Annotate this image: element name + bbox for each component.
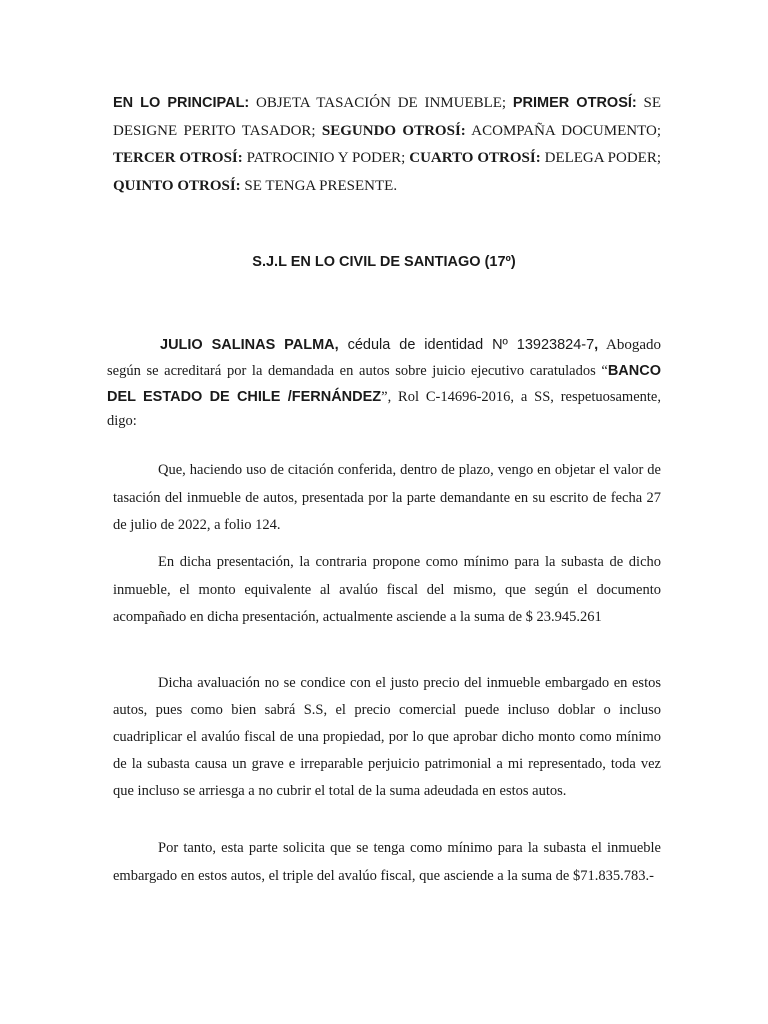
cuarto-otrosi-label: CUARTO OTROSÍ:	[409, 150, 541, 166]
sumilla-block	[113, 90, 661, 200]
tercer-otrosi-label: TERCER OTROSÍ:	[113, 150, 243, 166]
primer-otrosi-text: SE DESIGNE PERITO TASADOR;	[113, 95, 661, 139]
case-name: DEL ESTADO DE CHILE /FERNÁNDEZ	[107, 389, 382, 405]
digo-text: digo:	[107, 413, 137, 429]
segundo-otrosi-text: ACOMPAÑA DOCUMENTO;	[465, 122, 661, 139]
cuarto-otrosi-text: DELEGA PODER;	[540, 150, 662, 166]
paragraph-avaluacion: Dicha avaluación no se condice con el justo precio del inmueble embargado en estos autos, pues como bien sabrá S.S, el precio comercial puede incluso doblar o incluso cuadriplicar el avalúo fiscal de una propiedad, por lo que aprobar dicho monto como mínimo de la subasta causa un grave e irreparable perjuicio patrimonial a mi representado, toda vez que incluso se arriesga a no cubrir el total de la suma adeudada en estos autos.	[113, 675, 661, 799]
id-text: cédula de identidad Nº 13923824-7	[338, 337, 595, 353]
intro-line-2-text: según se acreditará por la demandada en autos sobre juicio ejecutivo caratulados “	[107, 363, 608, 379]
lawyer-name: JULIO SALINAS PALMA,	[160, 337, 339, 353]
paragraph-presentacion: En dicha presentación, la contraria propone como mínimo para la subasta de dicho inmueble, el monto equivalente al avalúo fiscal del mismo, que según el documento acompañado en dicha presentación, actualmente asciende a la suma de $ 23.945.261	[113, 554, 661, 625]
quinto-otrosi-label: QUINTO OTROSÍ:	[113, 177, 241, 194]
intro-line-3	[107, 384, 661, 410]
intro-line-3-text: ”, Rol C-14696-2016, a SS, respetuosamente,	[381, 389, 661, 405]
primer-otrosi-label: PRIMER OTROSÍ:	[512, 95, 637, 111]
abogado-text: Abogado	[598, 337, 662, 353]
segundo-otrosi-label: SEGUNDO OTROSÍ:	[321, 122, 466, 139]
paragraph-objecion: Que, haciendo uso de citación conferida, dentro de plazo, vengo en objetar el valor de tasación del inmueble de autos, presentada por la parte demandante en su escrito de fecha 27 de julio de 2022, a folio 124.	[113, 462, 661, 533]
principal-label: EN LO PRINCIPAL:	[113, 95, 250, 111]
id-comma: ,	[594, 337, 599, 353]
court-heading: S.J.L EN LO CIVIL DE SANTIAGO (17º)	[252, 254, 516, 270]
intro-line-1	[107, 332, 661, 358]
intro-block	[107, 332, 661, 432]
quinto-otrosi-text: SE TENGA PRESENTE.	[240, 177, 398, 194]
banco-text: BANCO	[607, 363, 661, 379]
paragraph-por-tanto: Por tanto, esta parte solicita que se tenga como mínimo para la subasta el inmueble embargado en estos autos, el triple del avalúo fiscal, que asciende a la suma de $71.835.783.-	[113, 840, 661, 884]
principal-text: OBJETA TASACIÓN DE INMUEBLE;	[249, 95, 513, 111]
intro-line-2	[107, 358, 661, 384]
tercer-otrosi-text: PATROCINIO Y PODER;	[242, 150, 410, 166]
